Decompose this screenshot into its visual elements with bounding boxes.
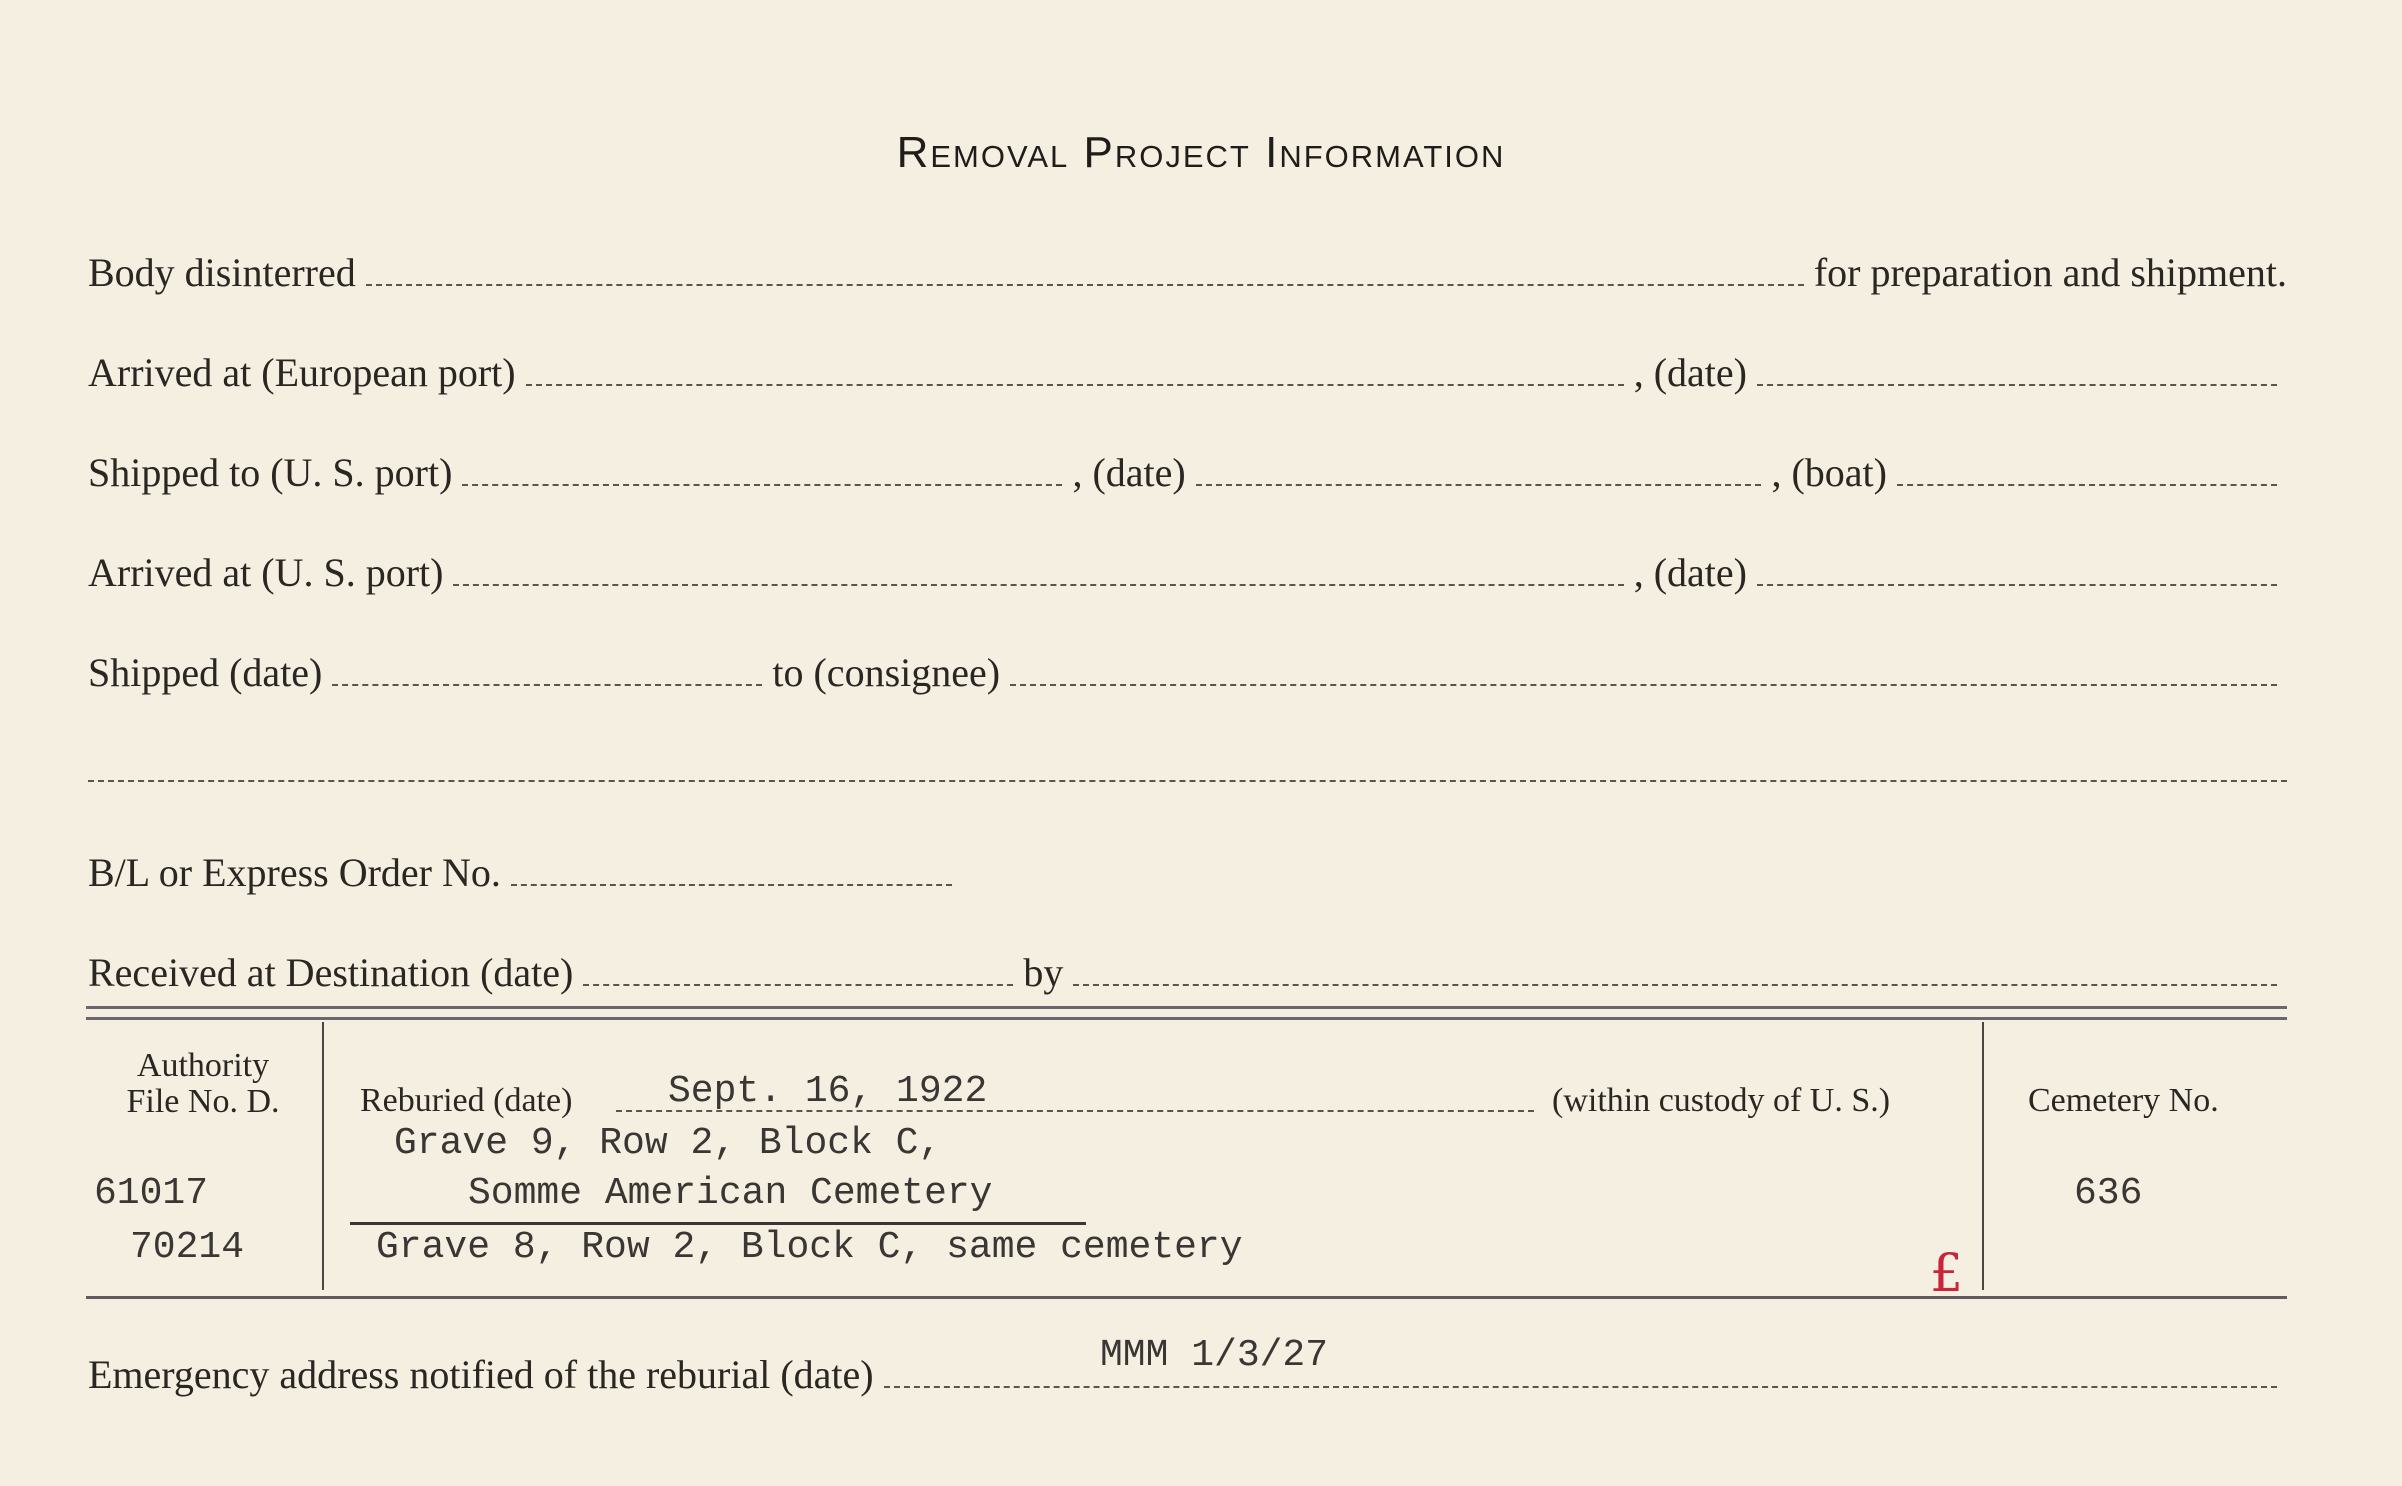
body-disinterred-label: Body disinterred [88, 250, 356, 295]
received-date-blank [583, 984, 1013, 986]
arrived-european-date-blank [1757, 384, 2277, 386]
authority-label-line1: Authority [136, 1047, 270, 1084]
arrived-us-date-blank [1757, 584, 2277, 586]
arrived-european-label: Arrived at (European port) [88, 350, 516, 395]
card-title: Removal Project Information [896, 128, 1506, 177]
shipped-date-label: Shipped (date) [88, 650, 323, 695]
shipped-us-boat-blank [1897, 484, 2277, 486]
reburied-label: Reburied (date) [360, 1082, 573, 1119]
arrived-european-date-label: , (date) [1633, 350, 1747, 395]
emergency-value: MMM 1/3/27 [1100, 1334, 1329, 1377]
emergency-blank [884, 1386, 2277, 1388]
consignee-label: to (consignee) [772, 650, 1001, 695]
cemetery-number: 636 [2074, 1172, 2143, 1215]
arrived-us-date-label: , (date) [1633, 550, 1747, 595]
arrived-european-port-blank [526, 384, 1624, 386]
received-label: Received at Destination (date) [88, 950, 574, 995]
section-divider-bottom [86, 1296, 2287, 1299]
bl-order-label: B/L or Express Order No. [88, 850, 501, 895]
reburied-date: Sept. 16, 1922 [668, 1070, 988, 1113]
consignee-blank [1010, 684, 2277, 686]
red-pencil-mark: £ [1930, 1244, 1964, 1304]
row-arrived-us [88, 538, 2287, 598]
divider-right [1982, 1022, 1984, 1290]
authority-label [118, 1048, 288, 1120]
row-arrived-european [88, 338, 2287, 398]
file-number-1: 61017 [94, 1172, 209, 1215]
divider-left [322, 1022, 324, 1290]
authority-label-line2: File No. D. [126, 1083, 280, 1120]
row-bl-order [88, 838, 962, 898]
bl-order-blank [511, 884, 952, 886]
received-by-blank [1073, 984, 2277, 986]
body-disinterred-blank [366, 284, 1804, 286]
row-received [88, 938, 2287, 998]
shipped-date-blank [332, 684, 762, 686]
row-body-disinterred [88, 238, 2287, 298]
arrived-us-label: Arrived at (U. S. port) [88, 550, 444, 595]
shipped-us-boat-label: , (boat) [1771, 450, 1887, 495]
grave-line-3: Grave 8, Row 2, Block C, same cemetery [376, 1226, 1243, 1269]
row-shipped-date [88, 638, 2287, 698]
received-by-label: by [1023, 950, 1064, 995]
grave-strike-line [350, 1222, 1086, 1225]
file-number-2: 70214 [130, 1226, 245, 1269]
body-disinterred-suffix: for preparation and shipment. [1813, 250, 2287, 295]
cemetery-label: Cemetery No. [2028, 1082, 2219, 1119]
consignee-continuation-line [88, 780, 2287, 782]
grave-line-2: Somme American Cemetery [468, 1172, 993, 1215]
shipped-us-date-blank [1196, 484, 1762, 486]
shipped-us-date-label: , (date) [1072, 450, 1186, 495]
shipped-us-label: Shipped to (U. S. port) [88, 450, 453, 495]
shipped-us-port-blank [462, 484, 1062, 486]
emergency-label: Emergency address notified of the reburial (date) [88, 1352, 874, 1397]
arrived-us-port-blank [453, 584, 1623, 586]
grave-line-1: Grave 9, Row 2, Block C, [394, 1122, 942, 1165]
section-divider-double [86, 1006, 2287, 1020]
row-shipped-us [88, 438, 2287, 498]
custody-label: (within custody of U. S.) [1552, 1082, 1891, 1119]
